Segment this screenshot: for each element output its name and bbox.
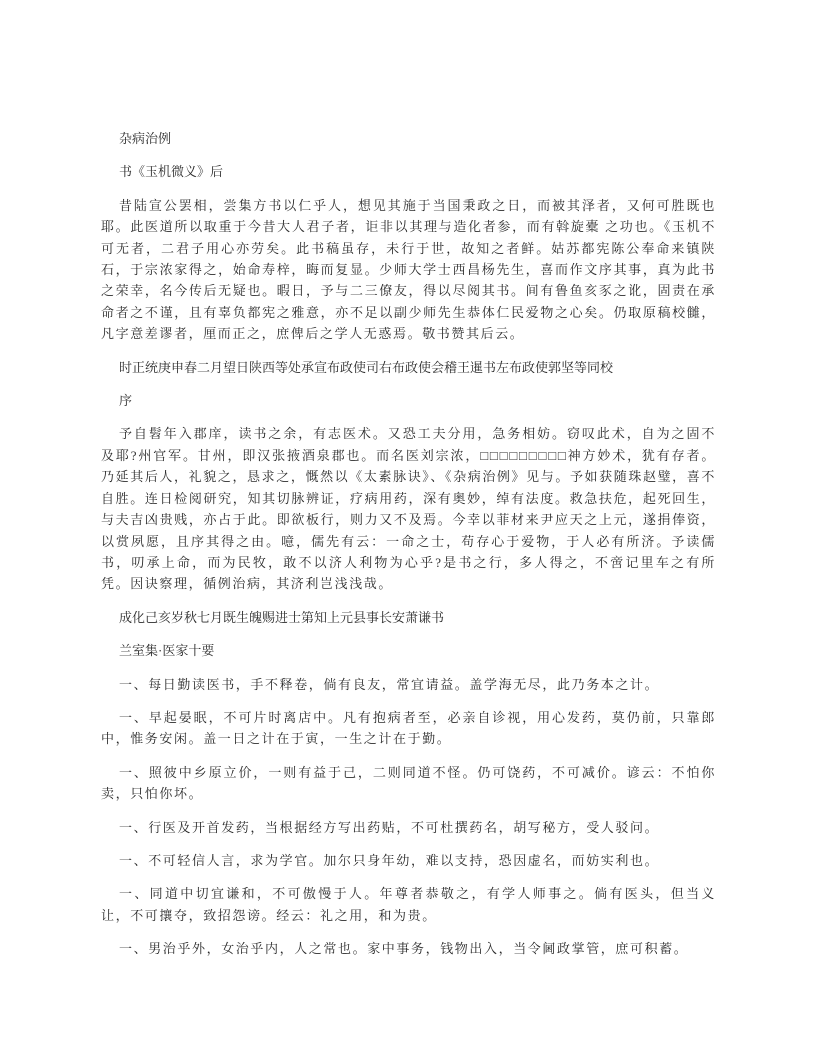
document-title: 杂病治例 — [119, 131, 172, 146]
list-item-3: 一、照彼中乡原立价，一则有益于己，二则同道不怪。仍可饶药，不可减价。谚云：不怕你卖，只怕你坏。 — [101, 764, 716, 802]
section-heading-shu: 书《玉机微义》后 — [119, 164, 224, 180]
section-heading-xu: 序 — [119, 393, 133, 409]
list-item-2: 一、早起晏眠，不可片时离店中。凡有抱病者至，必亲自诊视，用心发药，莫仍前，只靠郎中，惟务安闲。盖一日之计在于寅，一生之计在于勤。 — [101, 709, 716, 747]
list-item-7: 一、男治乎外，女治乎内，人之常也。家中事务，钱物出入，当令阃政掌管，庶可积蓄。 — [119, 941, 689, 957]
paragraph-postscript: 昔陆宣公罢相，尝集方书以仁乎人，想见其施于当国秉政之日，而被其泽者，又何可胜既也耶。此医道所以取重于今昔大人君子者，讵非以其理与造化者参，而有斡旋橐 之功也。《玉机不可无者，二君子用心亦劳矣。此书稿虽存，未行于世，故知之者鲜。姑苏都宪陈公奉命来镇陕石，于宗浓家得之，始命寿梓，晦而复显。少师大学士西昌杨先生，喜而作文序其事，真为此书之荣幸，名今传后无疑也。暇日，予与二三僚友，得以尽阅其书。间有鲁鱼亥豕之讹，固责在承命者之不谨，且有辜负都宪之雅意，亦不足以副少师先生恭体仁民爱物之心矣。仍取原稿校雠，凡字意差谬者，厘而正之，庶俾后之学人无惑焉。敬书赞其后云。 — [101, 197, 716, 342]
section-heading-lanshi: 兰室集·医家十要 — [119, 643, 215, 659]
list-item-4: 一、行医及开首发药，当根据经方写出药贴，不可杜撰药名，胡写秘方，受人驳问。 — [119, 819, 660, 835]
list-item-6: 一、同道中切宜谦和，不可傲慢于人。年尊者恭敬之，有学人师事之。倘有医头，但当义让，不可攘夺，致招怨谤。经云：礼之用，和为贵。 — [101, 886, 716, 923]
colophon-zhengtong: 时正统庚申春二月望日陕西等处承宣布政使司右布政使会稽王暹书左布政使郭坚等同校 — [119, 359, 614, 375]
paragraph-preface: 予自髫年入郡庠，读书之余，有志医术。又恐工夫分用，急务相妨。窃叹此术，自为之固不及耶?州官军。甘州，即汉张掖酒泉郡也。而名医刘宗浓，□□□□□□□□□神方妙术，犹有存者。乃延其后人，礼貌之，恳求之，慨然以《太素脉诀》、《杂病治例》见与。予如获随珠赵璧，喜不自胜。连日检阅研究，知其切脉辨证，疗病用药，深有奥妙，绰有法度。救急扶危，起死回生，与夫吉凶贵贱，亦占于此。即欲板行，则力又不及焉。今幸以菲材来尹应天之上元，遂捐俸资，以赏夙愿，且序其得之由。噫，儒先有云：一命之士，苟存心于爱物，于人必有所济。予读儒书，叨承上命，而为民牧，敢不以济人利物为心乎?是书之行，多人得之，不啻记里车之有所凭。因诀察理，循例治病，其济利岂浅浅哉。 — [101, 426, 716, 592]
list-item-1: 一、每日勤读医书，手不释卷，倘有良友，常宜请益。盖学海无尽，此乃务本之计。 — [119, 676, 660, 692]
list-item-5: 一、不可轻信人言，求为学官。加尔只身年幼，难以支持，恐因虚名，而妨实利也。 — [119, 852, 660, 868]
colophon-chenghua: 成化己亥岁秋七月既生魄赐进士第知上元县事长安萧谦书 — [119, 609, 445, 625]
